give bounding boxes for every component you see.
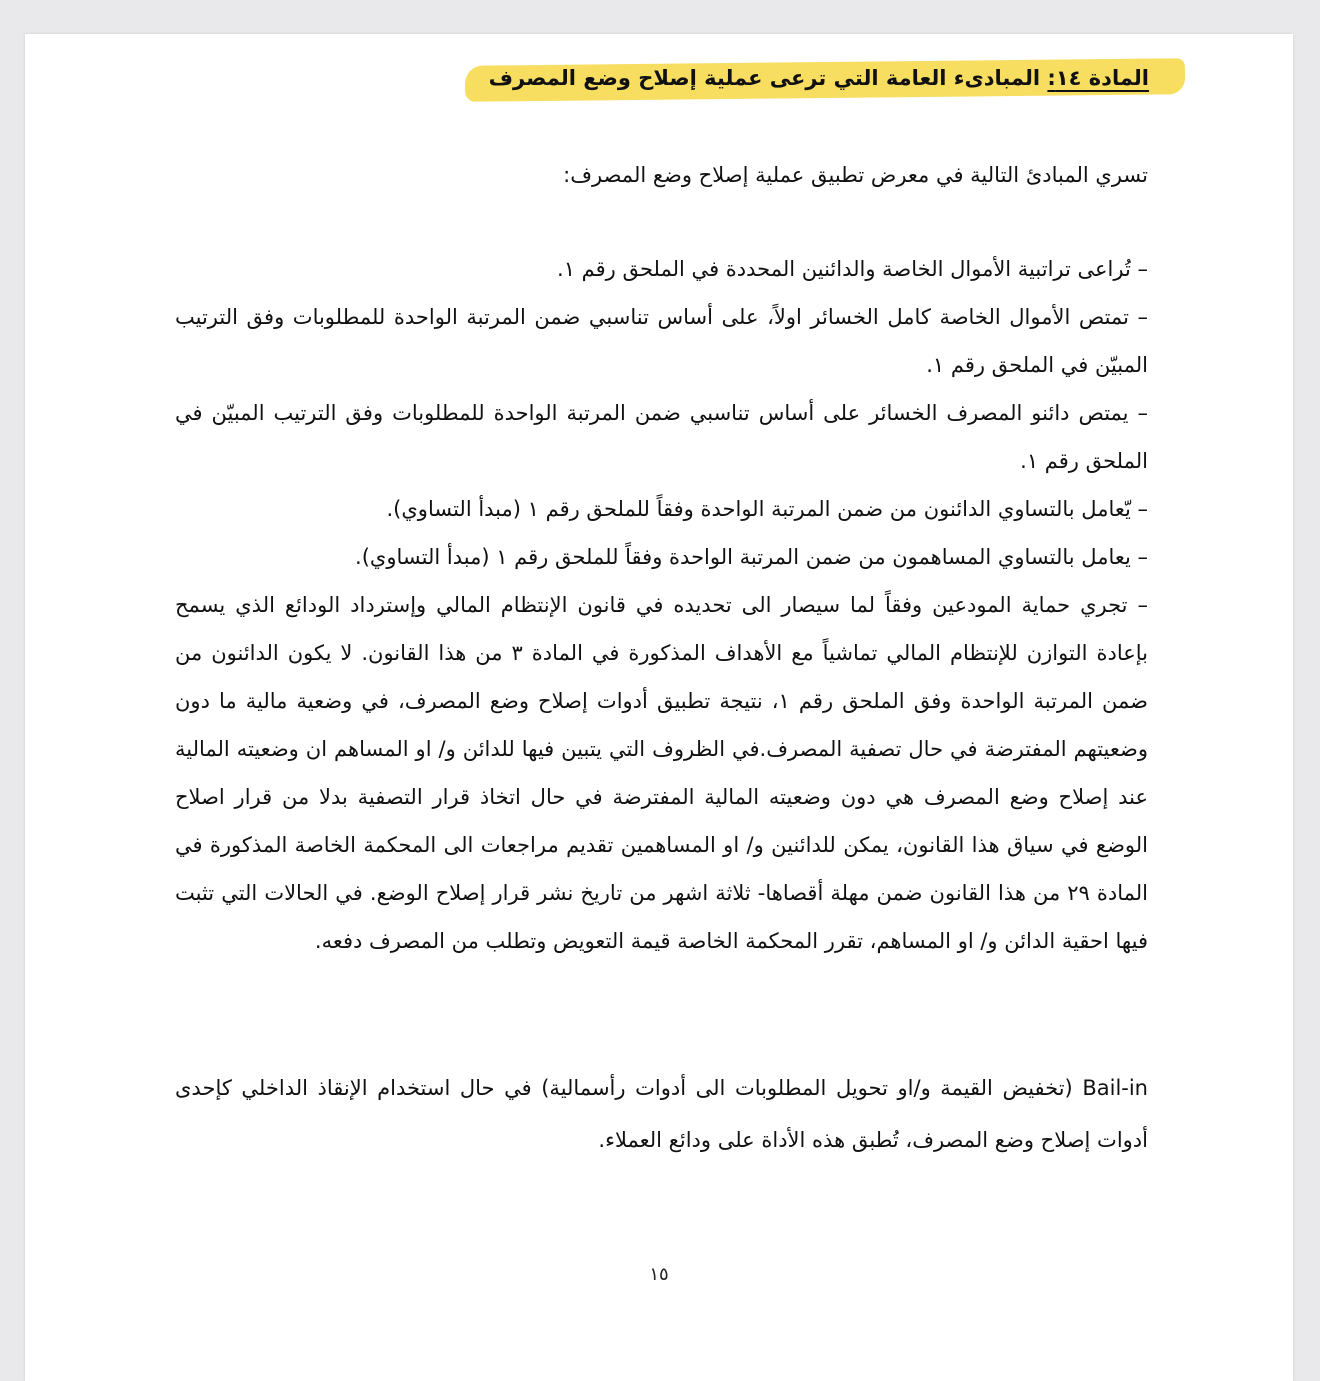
principle-item: – يمتص دائنو المصرف الخسائر على أساس تناسبي ضمن المرتبة الواحدة للمطلوبات وفق الترتيب المبيّن في الملحق رقم ١. [175,401,1148,473]
principle-item: – تُراعى تراتبية الأموال الخاصة والدائنين المحددة في الملحق رقم ١. [557,257,1148,281]
document-page [25,34,1293,1381]
heading-text [489,62,1149,94]
article-label: المادة ١٤: [1047,66,1149,90]
principle-item: – يّعامل بالتساوي الدائنون من ضمن المرتبة الواحدة وفقاً للملحق رقم ١ (مبدأ التساوي). [386,497,1148,521]
closing-paragraph: Bail-in (تخفيض القيمة و/او تحويل المطلوبات الى أدوات رأسمالية) في حال استخدام الإنقاذ الداخلي كإحدى أدوات إصلاح وضع المصرف، تُطبق هذه الأداة على ودائع العملاء. [175,1076,1148,1152]
principles-list [175,245,1148,965]
principle-item: – يعامل بالتساوي المساهمون من ضمن المرتبة الواحدة وفقاً للملحق رقم ١ (مبدأ التساوي). [355,545,1148,569]
intro-paragraph: تسري المبادئ التالية في معرض تطبيق عملية إصلاح وضع المصرف: [563,163,1148,187]
principle-item: – تمتص الأموال الخاصة كامل الخسائر اولاً، على أساس تناسبي ضمن المرتبة الواحدة للمطلوبات وفق الترتيب المبيّن في الملحق رقم ١. [175,305,1148,377]
article-title: المبادىء العامة التي ترعى عملية إصلاح وضع المصرف [488,66,1041,90]
principle-item: – تجري حماية المودعين وفقاً لما سيصار الى تحديده في قانون الإنتظام المالي وإسترداد الودائع الذي يسمح بإعادة التوازن للإنتظام المالي تماشياً مع الأهداف المذكورة في المادة ٣ من هذا القانون. لا يكون الدائنون من ضمن المرتبة الواحدة وفق الملحق رقم ١، نتيجة تطبيق أدوات إصلاح وضع المصرف، في وضعية مالية ما دون وضعيتهم المفترضة في حال تصفية المصرف.في الظروف التي يتبين فيها للدائن و/ او المساهم ان وضعيته المالية عند إصلاح وضع المصرف هي دون وضعيته المالية المفترضة في حال اتخاذ قرار التصفية بدلا من قرار اصلاح الوضع في سياق هذا القانون، يمكن للدائنين و/ او المساهمين تقديم مراجعات الى المحكمة الخاصة المذكورة في المادة ٢٩ من هذا القانون ضمن مهلة أقصاها- ثلاثة اشهر من تاريخ نشر قرار إصلاح الوضع. في الحالات التي تثبت فيها احقية الدائن و/ او المساهم، تقرر المحكمة الخاصة قيمة التعويض وتطلب من المصرف دفعه. [175,593,1149,953]
article-heading [465,58,1185,98]
page-number: ١٥ [649,1264,669,1285]
